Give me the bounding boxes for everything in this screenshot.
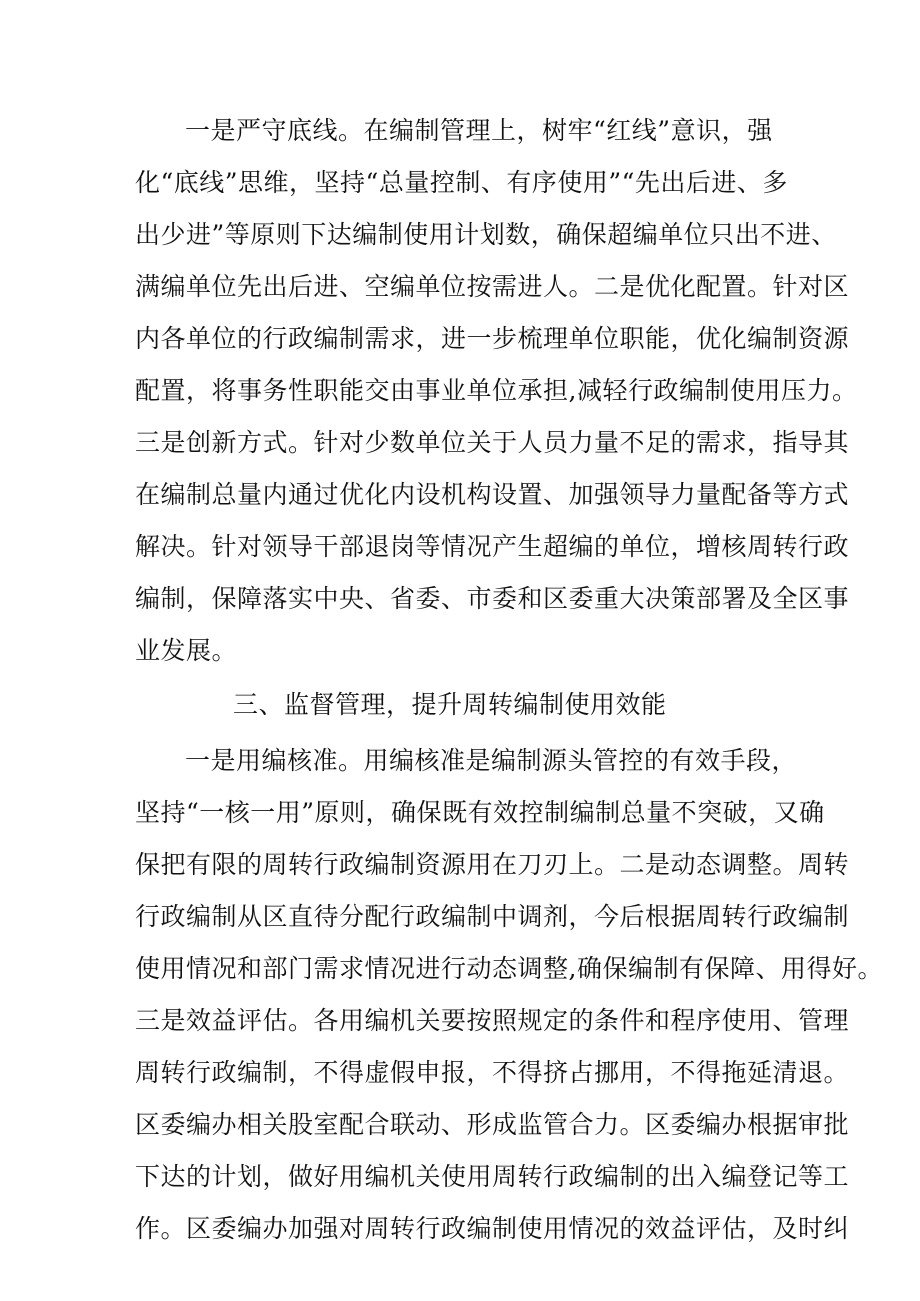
paragraph-2-line-3: 保把有限的周转行政编制资源用在刀刃上。二是动态调整。周转 <box>135 850 850 879</box>
paragraph-1-line-2: 化“底线”思维，坚持“总量控制、有序使用”“先出后进、多 <box>135 168 788 197</box>
paragraph-1-line-6: 配置，将事务性职能交由事业单位承担,减轻行政编制使用压力。 <box>135 376 858 405</box>
paragraph-2-line-1: 一是用编核准。用编核准是编制源头管控的有效手段， <box>185 746 798 775</box>
paragraph-2-line-5: 使用情况和部门需求情况进行动态调整,确保编制有保障、用得好。 <box>135 954 883 983</box>
paragraph-1-line-3: 出少进”等原则下达编制使用计划数，确保超编单位只出不进、 <box>135 220 837 249</box>
paragraph-1-line-5: 内各单位的行政编制需求，进一步梳理单位职能，优化编制资源 <box>135 324 850 353</box>
paragraph-1-line-7: 三是创新方式。针对少数单位关于人员力量不足的需求，指导其 <box>135 428 850 457</box>
paragraph-1-line-9: 解决。针对领导干部退岗等情况产生超编的单位，增核周转行政 <box>135 532 850 561</box>
paragraph-2-line-4: 行政编制从区直待分配行政编制中调剂，今后根据周转行政编制 <box>135 902 850 931</box>
paragraph-2-line-6: 三是效益评估。各用编机关要按照规定的条件和程序使用、管理 <box>135 1006 850 1035</box>
paragraph-2-line-8: 区委编办相关股室配合联动、形成监管合力。区委编办根据审批 <box>135 1110 850 1139</box>
paragraph-2-line-2: 坚持“一核一用”原则，确保既有效控制编制总量不突破，又确 <box>135 798 825 827</box>
paragraph-1-line-10: 编制，保障落实中央、省委、市委和区委重大决策部署及全区事 <box>135 584 850 613</box>
paragraph-2-line-10: 作。区委编办加强对周转行政编制使用情况的效益评估，及时纠 <box>135 1214 850 1243</box>
paragraph-1-line-1: 一是严守底线。在编制管理上，树牢“红线”意识，强 <box>185 116 773 145</box>
paragraph-2-line-9: 下达的计划，做好用编机关使用周转行政编制的出入编登记等工 <box>135 1162 850 1191</box>
paragraph-2-line-7: 周转行政编制，不得虚假申报，不得挤占挪用，不得拖延清退。 <box>135 1058 850 1087</box>
paragraph-1-line-8: 在编制总量内通过优化内设机构设置、加强领导力量配备等方式 <box>135 480 850 509</box>
paragraph-1-line-4: 满编单位先出后进、空编单位按需进人。二是优化配置。针对区 <box>135 272 850 301</box>
paragraph-1-line-11: 业发展。 <box>135 636 238 665</box>
section-heading: 三、监督管理，提升周转编制使用效能 <box>233 690 667 719</box>
